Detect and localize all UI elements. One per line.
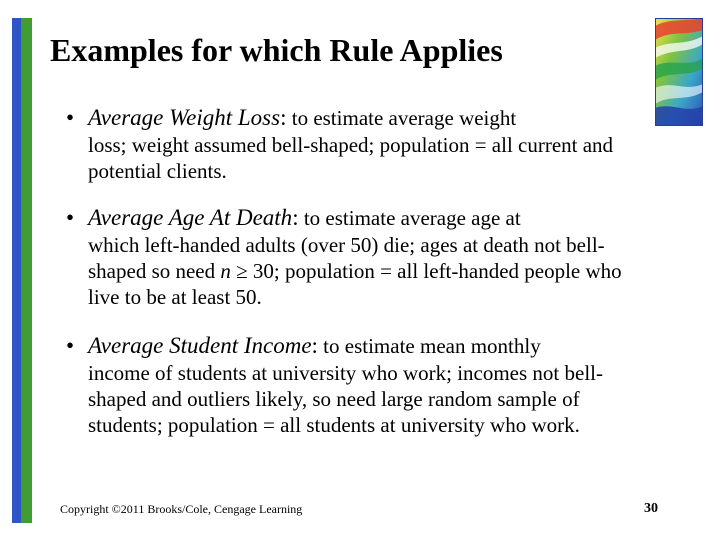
bullet-average-age-at-death [66, 204, 656, 310]
bullet-symbol: • [66, 333, 75, 358]
bullet-average-weight-loss [66, 104, 656, 184]
bullet-colon: : [292, 205, 299, 230]
bullet-term: Average Student Income [88, 333, 312, 358]
bullet-symbol: • [66, 205, 75, 230]
continuation-after-n: ≥ 30; population = all left-handed people who live to be at least 50. [88, 259, 622, 309]
bullet-symbol: • [66, 105, 75, 130]
bullet-continuation: loss; weight assumed bell-shaped; population = all current and potential clients. [88, 133, 614, 183]
bullet-colon: : [280, 105, 287, 130]
bullet-lead-text: to estimate mean monthly [317, 334, 541, 358]
bullet-continuation: income of students at university who work; incomes not bell-shaped and outliers likely, so need large random sample of students; population = all students at university who work. [88, 361, 603, 437]
decorative-swirl-image [655, 18, 703, 126]
left-accent-stripe-blue [12, 18, 21, 523]
bullet-colon: : [311, 333, 318, 358]
bullet-continuation [66, 232, 656, 310]
page-number: 30 [644, 501, 658, 516]
bullet-lead-text: to estimate average weight [286, 106, 517, 130]
slide-title: Examples for which Rule Applies [50, 32, 503, 68]
bullet-average-student-income [66, 332, 656, 438]
bullet-term: Average Weight Loss [88, 105, 281, 130]
sample-size-symbol: n [220, 259, 231, 283]
copyright-footer: Copyright ©2011 Brooks/Cole, Cengage Learning [60, 502, 303, 516]
bullet-lead-text: to estimate average age at [298, 206, 521, 230]
continuation-before-n: which left-handed adults (over 50) die; ages at death not bell-shaped so need [88, 233, 605, 283]
bullet-term: Average Age At Death [88, 205, 293, 230]
left-accent-stripe-green [21, 18, 32, 523]
